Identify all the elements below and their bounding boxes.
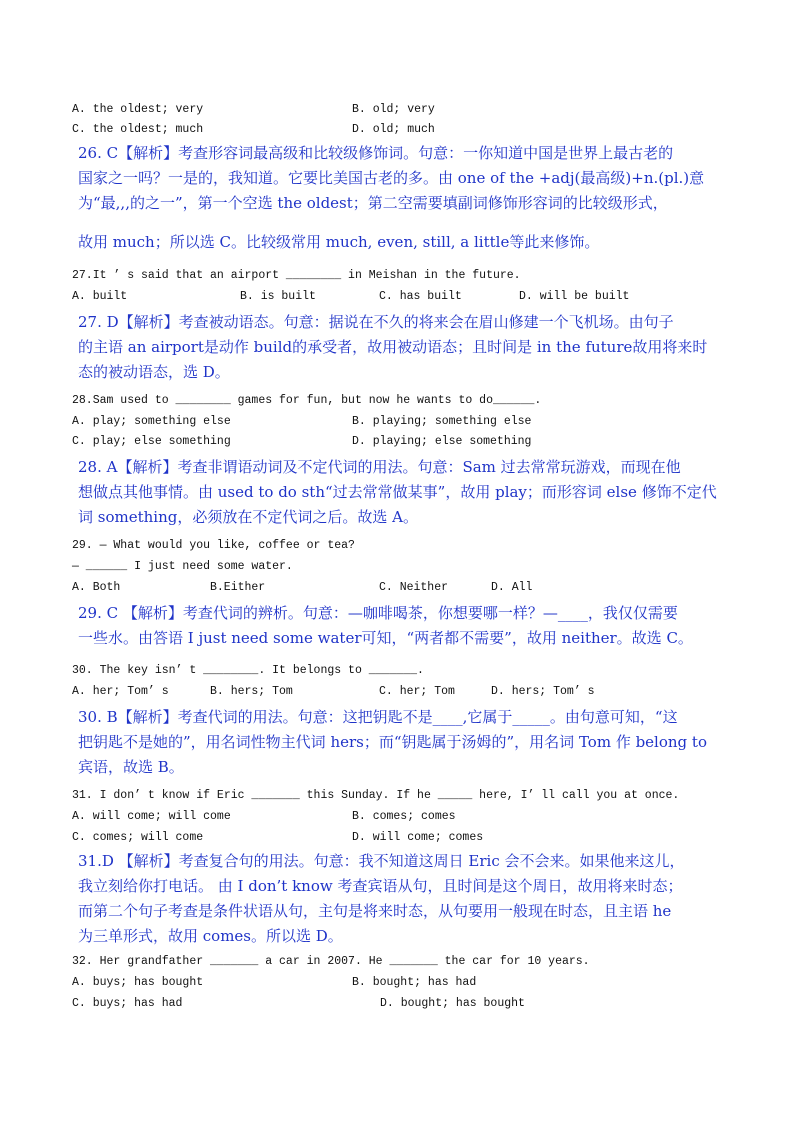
- q30-option-b: B. hers; Tom: [210, 685, 293, 698]
- q32-option-c: C. buys; has had: [72, 997, 183, 1010]
- q27-option-c: C. has built: [379, 290, 462, 303]
- question-29-reply: — ______ I just need some water.: [72, 560, 293, 573]
- q30-option-a: A. her; Tom’ s: [72, 685, 169, 698]
- answer-line: 态的被动语态，选 D。: [78, 363, 230, 381]
- answer-line: 的主语 an airport是动作 build的承受者，故用被动语态；且时间是 in the future故用将来时: [78, 338, 708, 356]
- q29-option-c: C. Neither: [379, 581, 449, 594]
- q27-option-d: D. will be built: [519, 290, 630, 303]
- q32-option-b: B. bought; has had: [352, 976, 477, 989]
- answer-line: 为三单形式，故用 comes。所以选 D。: [78, 927, 343, 945]
- question-32: 32. Her grandfather _______ a car in 2007. He _______ the car for 10 years.: [72, 955, 590, 968]
- answer-line: 宾语，故选 B。: [78, 758, 184, 776]
- answer-27: [78, 310, 758, 385]
- answer-line: 我立刻给你打电话。 由 I don’t know 考查宾语从句，且时间是这个周日，故用将来时态；: [78, 877, 683, 895]
- answer-line: 29. C 【解析】考查代词的辨析。句意：—咖啡喝茶，你想要哪一样？—____，我仅仅需要: [78, 604, 678, 622]
- q31-option-d: D. will come; comes: [352, 831, 484, 844]
- q25-option-b: B. old; very: [352, 103, 435, 116]
- q29-option-a: A. Both: [72, 581, 121, 594]
- q25-option-c: C. the oldest; much: [72, 123, 204, 136]
- answer-line: 31.D 【解析】考查复合句的用法。句意：我不知道这周日 Eric 会不会来。如果他来这儿，: [78, 852, 685, 870]
- answer-30: [78, 705, 758, 780]
- answer-line: 27. D【解析】考查被动语态。句意：据说在不久的将来会在眉山修建一个飞机场。由句子: [78, 313, 674, 331]
- q32-option-a: A. buys; has bought: [72, 976, 204, 989]
- answer-line: 把钥匙不是她的”，用名词性物主代词 hers；而“钥匙属于汤姆的”，用名词 Tom 作 belong to: [78, 733, 707, 751]
- q28-option-a: A. play; something else: [72, 415, 231, 428]
- question-29: 29. — What would you like, coffee or tea?: [72, 539, 355, 552]
- q25-option-d: D. old; much: [352, 123, 435, 136]
- q27-option-b: B. is built: [240, 290, 316, 303]
- answer-line: 国家之一吗？一是的，我知道。它要比美国古老的多。由 one of the +adj(最高级)+n.(pl.)意: [78, 169, 705, 187]
- answer-line: 26. C【解析】考查形容词最高级和比较级修饰词。句意：一你知道中国是世界上最古老的: [78, 144, 674, 162]
- question-30: 30. The key isn’ t ________. It belongs to _______.: [72, 664, 424, 677]
- answer-line: 28. A【解析】考查非谓语动词及不定代词的用法。句意：Sam 过去常常玩游戏，而现在他: [78, 458, 681, 476]
- q30-option-c: C. her; Tom: [379, 685, 455, 698]
- q30-option-d: D. hers; Tom’ s: [491, 685, 595, 698]
- answer-line: 而第二个句子考查是条件状语从句，主句是将来时态，从句要用一般现在时态，且主语 he: [78, 902, 672, 920]
- question-27: 27.It ’ s said that an airport ________ in Meishan in the future.: [72, 269, 521, 282]
- q28-option-b: B. playing; something else: [352, 415, 532, 428]
- answer-29: [78, 601, 758, 651]
- answer-line: 想做点其他事情。由 used to do sth“过去常常做某事”，故用 play；而形容词 else 修饰不定代: [78, 483, 717, 501]
- q27-option-a: A. built: [72, 290, 128, 303]
- answer-line: 故用 much；所以选 C。比较级常用 much, even, still, a little等此来修饰。: [78, 233, 600, 251]
- answer-line: 30. B【解析】考查代词的用法。句意：这把钥匙不是____,它属于_____。由句意可知，“这: [78, 708, 678, 726]
- answer-line: 为“最,,,的之一”，第一个空选 the oldest；第二空需要填副词修饰形容词的比较级形式，: [78, 194, 668, 212]
- q29-option-d: D. All: [491, 581, 533, 594]
- answer-26: [78, 141, 758, 255]
- answer-28: [78, 455, 758, 530]
- question-28: 28.Sam used to ________ games for fun, but now he wants to do______.: [72, 394, 542, 407]
- q28-option-c: C. play; else something: [72, 435, 231, 448]
- answer-line: 一些水。由答语 I just need some water可知，“两者都不需要”，故用 neither。故选 C。: [78, 629, 693, 647]
- answer-31: [78, 849, 758, 949]
- q31-option-a: A. will come; will come: [72, 810, 231, 823]
- answer-line: 词 something，必须放在不定代词之后。故选 A。: [78, 508, 418, 526]
- q31-option-c: C. comes; will come: [72, 831, 204, 844]
- q28-option-d: D. playing; else something: [352, 435, 532, 448]
- q32-option-d: D. bought; has bought: [380, 997, 525, 1010]
- q25-option-a: A. the oldest; very: [72, 103, 204, 116]
- question-31: 31. I don’ t know if Eric _______ this Sunday. If he _____ here, I’ ll call you at once.: [72, 789, 680, 802]
- q31-option-b: B. comes; comes: [352, 810, 456, 823]
- q29-option-b: B.Either: [210, 581, 266, 594]
